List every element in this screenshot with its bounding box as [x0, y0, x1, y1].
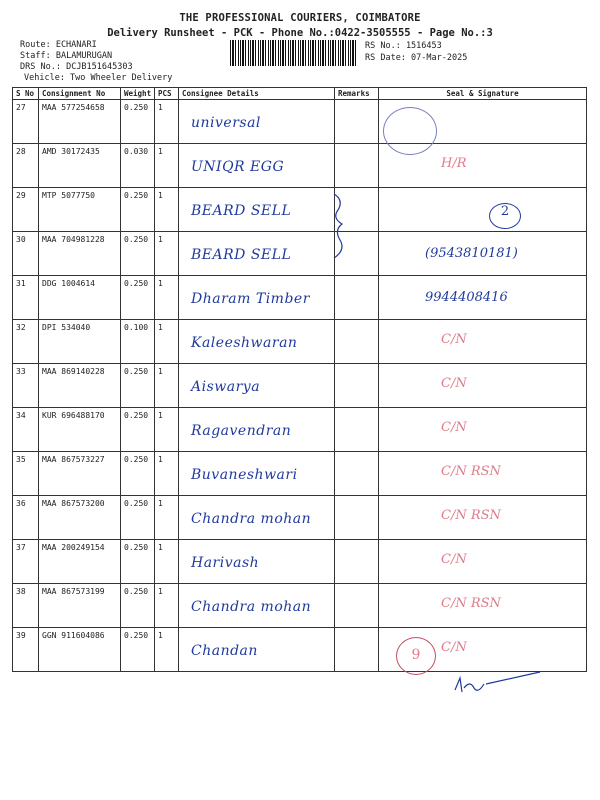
cell-pcs: 1	[155, 584, 179, 628]
cell-sno: 32	[13, 320, 39, 364]
cell-consignee	[179, 188, 335, 232]
staff-name: BALAMURUGAN	[55, 51, 113, 61]
cell-consignment: MTP 5077750	[39, 188, 121, 232]
table-header-row	[13, 88, 587, 100]
cell-consignee	[179, 408, 335, 452]
cell-pcs: 1	[155, 232, 179, 276]
consignee-handwriting: Kaleeshwaran	[191, 335, 298, 351]
consignee-handwriting: Chandra mohan	[191, 599, 312, 615]
cell-consignment: AMD 30172435	[39, 144, 121, 188]
cell-consignee	[179, 232, 335, 276]
seal-stamp-circle	[383, 107, 437, 155]
cell-consignment: MAA 867573227	[39, 452, 121, 496]
signature-mark: C/N RSN	[441, 464, 501, 479]
table-row	[13, 364, 587, 408]
table-row	[13, 628, 587, 672]
circled-two-text: 2	[500, 204, 510, 219]
cell-consignee	[179, 584, 335, 628]
barcode-image	[230, 40, 358, 66]
cell-consignee	[179, 100, 335, 144]
runsheet-table	[12, 87, 587, 672]
staff-line	[20, 51, 112, 61]
col-weight: Weight	[121, 88, 155, 100]
circled-two-mark	[489, 203, 521, 229]
cell-pcs: 1	[155, 100, 179, 144]
cell-consignment: KUR 696488170	[39, 408, 121, 452]
consignee-handwriting: Aiswarya	[191, 379, 261, 395]
cell-weight: 0.250	[121, 452, 155, 496]
rs-number: RS No.: 1516453	[365, 41, 442, 51]
cell-weight: 0.250	[121, 540, 155, 584]
runsheet-subtitle: Delivery Runsheet - PCK - Phone No.:0422-3505555 - Page No.:3	[107, 27, 493, 39]
cell-consignment: GGN 911604086	[39, 628, 121, 672]
cell-sno: 38	[13, 584, 39, 628]
company-title: THE PROFESSIONAL COURIERS, COIMBATORE	[179, 12, 421, 24]
cell-consignee	[179, 628, 335, 672]
consignee-handwriting: UNIQR EGG	[191, 159, 285, 175]
cell-remarks	[335, 276, 379, 320]
cell-remarks	[335, 540, 379, 584]
consignee-handwriting: BEARD SELL	[191, 247, 292, 263]
cell-seal-signature	[379, 408, 587, 452]
cell-seal-signature	[379, 496, 587, 540]
consignee-handwriting: universal	[191, 115, 261, 131]
signature-mark: C/N	[441, 420, 467, 435]
cell-consignment: MAA 867573200	[39, 496, 121, 540]
cell-weight: 0.250	[121, 584, 155, 628]
cell-remarks	[335, 452, 379, 496]
cell-sno: 37	[13, 540, 39, 584]
cell-pcs: 1	[155, 408, 179, 452]
signature-mark: C/N	[441, 640, 467, 655]
cell-pcs: 1	[155, 540, 179, 584]
table-row	[13, 100, 587, 144]
cell-consignment: MAA 867573199	[39, 584, 121, 628]
cell-sno: 29	[13, 188, 39, 232]
cell-weight: 0.100	[121, 320, 155, 364]
cell-weight: 0.250	[121, 188, 155, 232]
consignee-handwriting: Chandra mohan	[191, 511, 312, 527]
cell-seal-signature	[379, 320, 587, 364]
cell-consignment: MAA 577254658	[39, 100, 121, 144]
cell-weight: 0.250	[121, 364, 155, 408]
brace-mark	[330, 192, 350, 262]
signature-mark: 9944408416	[425, 290, 508, 305]
cell-consignee	[179, 320, 335, 364]
cell-consignee	[179, 452, 335, 496]
initials-scribble	[450, 670, 550, 710]
consignee-handwriting: Chandan	[191, 643, 258, 659]
table-row	[13, 496, 587, 540]
cell-sno: 35	[13, 452, 39, 496]
route-label: Route: ECHANARI	[20, 40, 97, 50]
cell-seal-signature	[379, 364, 587, 408]
signature-mark: C/N	[441, 376, 467, 391]
cell-consignee	[179, 276, 335, 320]
cell-consignee	[179, 144, 335, 188]
circled-nine-text: 9	[411, 647, 421, 663]
cell-remarks	[335, 628, 379, 672]
consignee-handwriting: BEARD SELL	[191, 203, 292, 219]
cell-sno: 30	[13, 232, 39, 276]
col-consignment: Consignment No	[39, 88, 121, 100]
cell-seal-signature	[379, 276, 587, 320]
signature-mark: C/N RSN	[441, 508, 501, 523]
cell-sno: 39	[13, 628, 39, 672]
cell-consignment: MAA 869140228	[39, 364, 121, 408]
signature-mark: C/N RSN	[441, 596, 501, 611]
cell-consignee	[179, 496, 335, 540]
staff-label: Staff:	[20, 51, 51, 61]
cell-sno: 33	[13, 364, 39, 408]
cell-weight: 0.250	[121, 496, 155, 540]
rs-date: RS Date: 07-Mar-2025	[365, 53, 468, 63]
cell-pcs: 1	[155, 188, 179, 232]
consignee-handwriting: Buvaneshwari	[191, 467, 298, 483]
cell-remarks	[335, 584, 379, 628]
col-sno: S No	[13, 88, 39, 100]
cell-consignment: DPI 534040	[39, 320, 121, 364]
signature-mark: H/R	[441, 156, 467, 171]
col-consignee: Consignee Details	[179, 88, 335, 100]
cell-sno: 31	[13, 276, 39, 320]
consignee-handwriting: Dharam Timber	[191, 291, 310, 307]
cell-remarks	[335, 364, 379, 408]
circled-nine-mark	[396, 637, 436, 675]
cell-remarks	[335, 144, 379, 188]
table-row	[13, 584, 587, 628]
cell-remarks	[335, 408, 379, 452]
cell-sno: 34	[13, 408, 39, 452]
signature-mark: C/N	[441, 332, 467, 347]
cell-seal-signature	[379, 540, 587, 584]
cell-consignee	[179, 540, 335, 584]
signature-mark: C/N	[441, 552, 467, 567]
cell-remarks	[335, 496, 379, 540]
table-row	[13, 276, 587, 320]
cell-sno: 28	[13, 144, 39, 188]
cell-seal-signature	[379, 188, 587, 232]
cell-remarks	[335, 100, 379, 144]
cell-weight: 0.250	[121, 276, 155, 320]
cell-pcs: 1	[155, 276, 179, 320]
drs-line	[20, 62, 133, 72]
cell-consignment: MAA 200249154	[39, 540, 121, 584]
cell-weight: 0.250	[121, 100, 155, 144]
cell-sno: 27	[13, 100, 39, 144]
cell-pcs: 1	[155, 320, 179, 364]
table-row	[13, 144, 587, 188]
table-row	[13, 320, 587, 364]
cell-consignment: MAA 704981228	[39, 232, 121, 276]
cell-weight: 0.030	[121, 144, 155, 188]
col-remarks: Remarks	[335, 88, 379, 100]
cell-pcs: 1	[155, 364, 179, 408]
cell-pcs: 1	[155, 496, 179, 540]
table-row	[13, 452, 587, 496]
signature-mark: (9543810181)	[425, 246, 518, 261]
consignee-handwriting: Harivash	[191, 555, 260, 571]
cell-pcs: 1	[155, 144, 179, 188]
col-seal-signature: Seal & Signature	[379, 88, 587, 100]
cell-seal-signature	[379, 232, 587, 276]
cell-pcs: 1	[155, 628, 179, 672]
table-row	[13, 540, 587, 584]
cell-remarks	[335, 320, 379, 364]
consignee-handwriting: Ragavendran	[191, 423, 292, 439]
table-row	[13, 408, 587, 452]
drs-label: DRS No.:	[20, 62, 61, 72]
col-pcs: PCS	[155, 88, 179, 100]
vehicle-label: Vehicle: Two Wheeler Delivery	[24, 73, 173, 83]
cell-consignment: DDG 1004614	[39, 276, 121, 320]
cell-weight: 0.250	[121, 408, 155, 452]
cell-weight: 0.250	[121, 628, 155, 672]
cell-consignee	[179, 364, 335, 408]
cell-seal-signature	[379, 452, 587, 496]
cell-seal-signature	[379, 584, 587, 628]
cell-weight: 0.250	[121, 232, 155, 276]
cell-pcs: 1	[155, 452, 179, 496]
table-row	[13, 232, 587, 276]
cell-sno: 36	[13, 496, 39, 540]
drs-number: DCJB151645303	[66, 62, 133, 72]
